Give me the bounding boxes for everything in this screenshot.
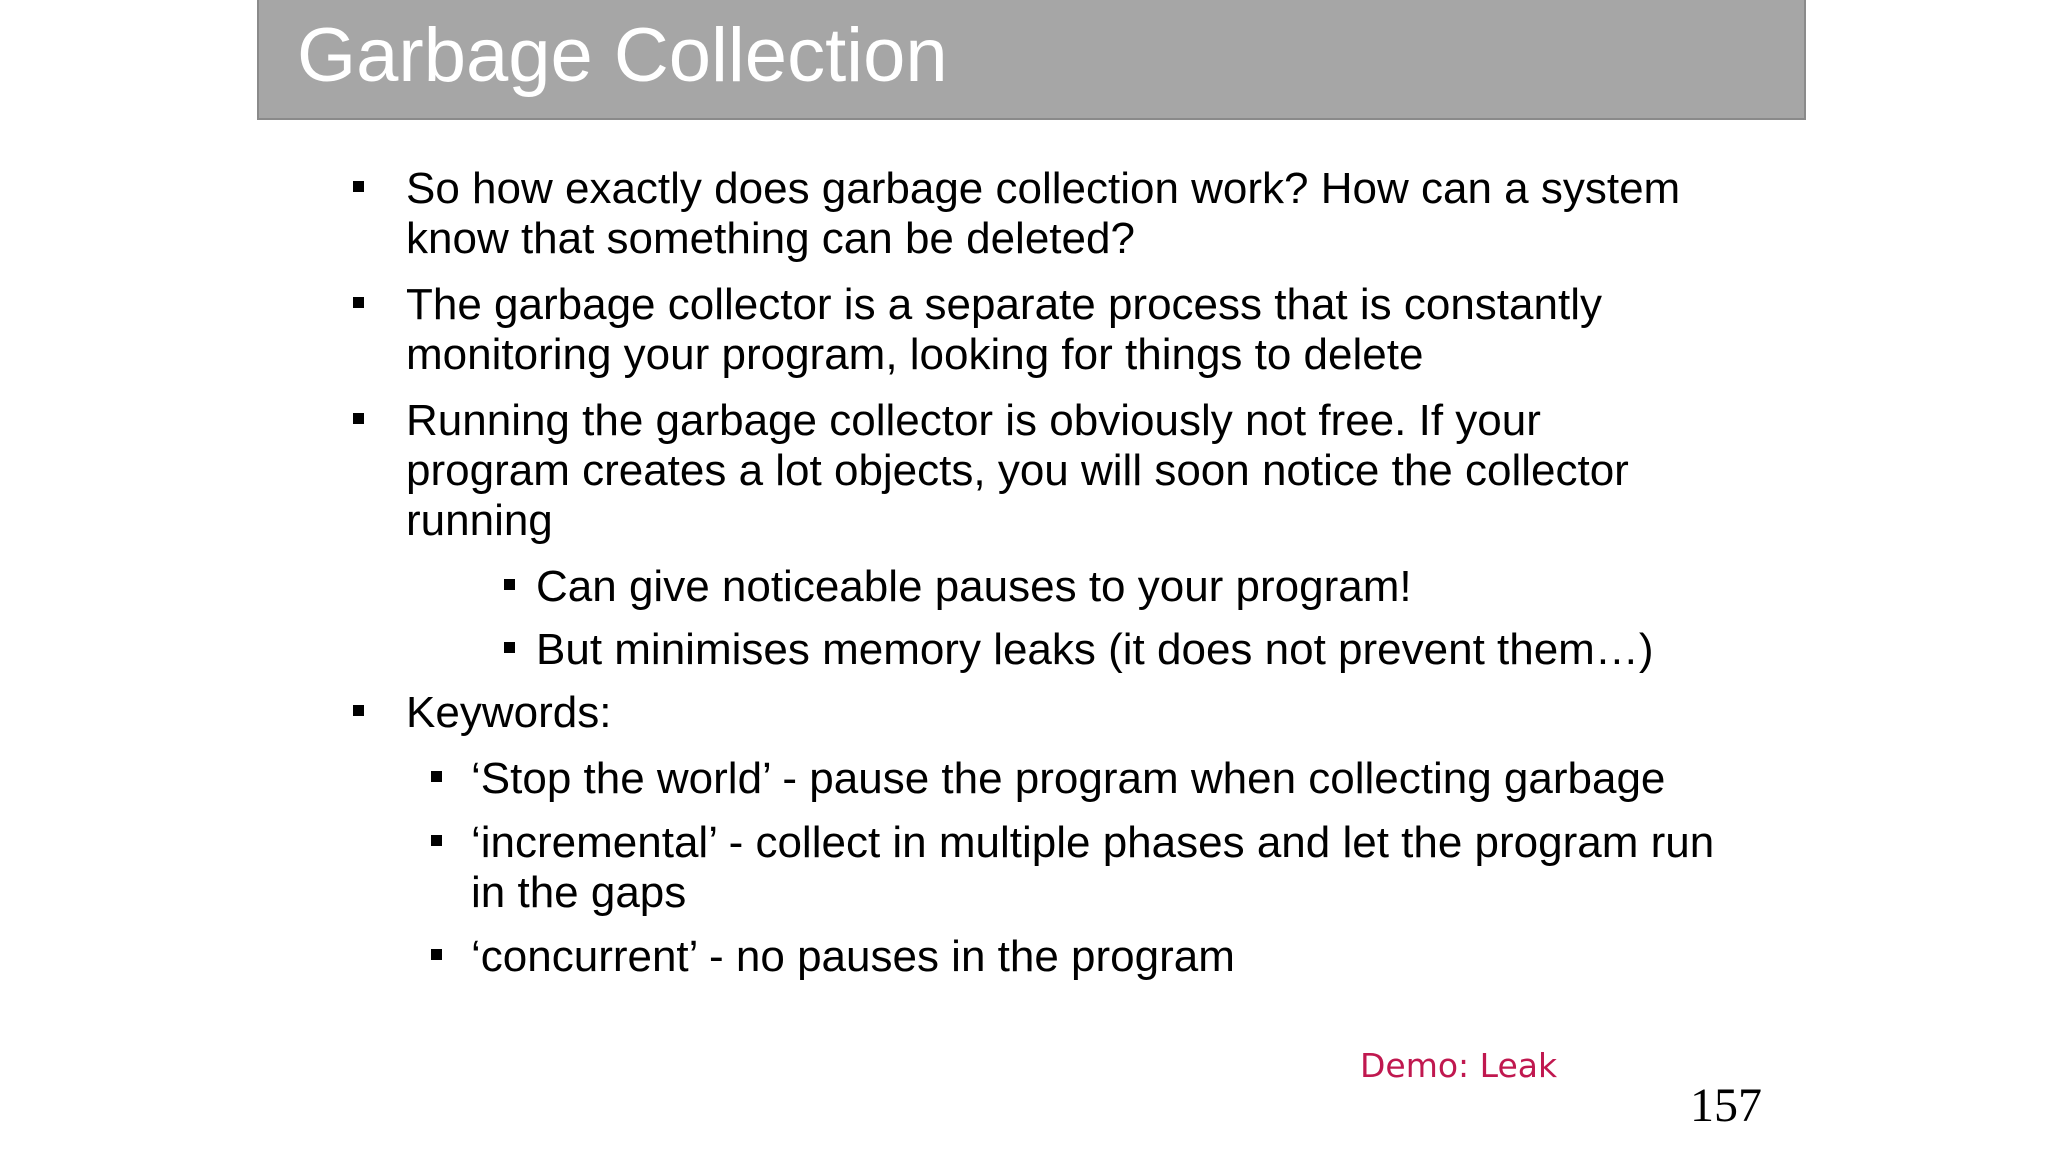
square-bullet-icon	[431, 771, 442, 782]
square-bullet-icon	[504, 642, 515, 653]
bullet-text: ‘incremental’ - collect in multiple phases and let the program run in the gaps	[471, 818, 1715, 917]
bullet-list	[350, 164, 1740, 996]
sub-bullet-item	[350, 562, 1740, 612]
square-bullet-icon	[431, 835, 442, 846]
slide-title: Garbage Collection	[297, 13, 948, 98]
title-bar	[257, 0, 1806, 120]
bullet-text: ‘Stop the world’ - pause the program when collecting garbage	[471, 754, 1666, 803]
square-bullet-icon	[353, 297, 364, 308]
bullet-text: But minimises memory leaks (it does not prevent them…)	[536, 625, 1654, 674]
square-bullet-icon	[353, 413, 364, 424]
sub-bullet-item	[350, 932, 1740, 982]
bullet-text: Can give noticeable pauses to your program!	[536, 562, 1412, 611]
bullet-item	[350, 280, 1686, 380]
bullet-text: Running the garbage collector is obviously not free. If your program creates a lot objects, you will soon notice the collector running	[406, 396, 1629, 545]
sub-bullet-item	[350, 754, 1740, 804]
square-bullet-icon	[431, 949, 442, 960]
bullet-text: Keywords:	[406, 688, 612, 737]
bullet-text: So how exactly does garbage collection work? How can a system know that something can be deleted?	[406, 164, 1681, 263]
demo-link[interactable]: Demo: Leak	[1360, 1046, 1558, 1085]
square-bullet-icon	[504, 579, 515, 590]
sub-bullet-item	[350, 818, 1740, 918]
sub-bullet-item	[350, 625, 1740, 675]
bullet-text: The garbage collector is a separate process that is constantly monitoring your program, looking for things to delete	[406, 280, 1602, 379]
square-bullet-icon	[353, 705, 364, 716]
square-bullet-icon	[353, 181, 364, 192]
bullet-text: ‘concurrent’ - no pauses in the program	[471, 932, 1235, 981]
page-number: 157	[1690, 1079, 1762, 1132]
bullet-item	[350, 396, 1686, 546]
bullet-item	[350, 688, 1686, 738]
bullet-item	[350, 164, 1686, 264]
